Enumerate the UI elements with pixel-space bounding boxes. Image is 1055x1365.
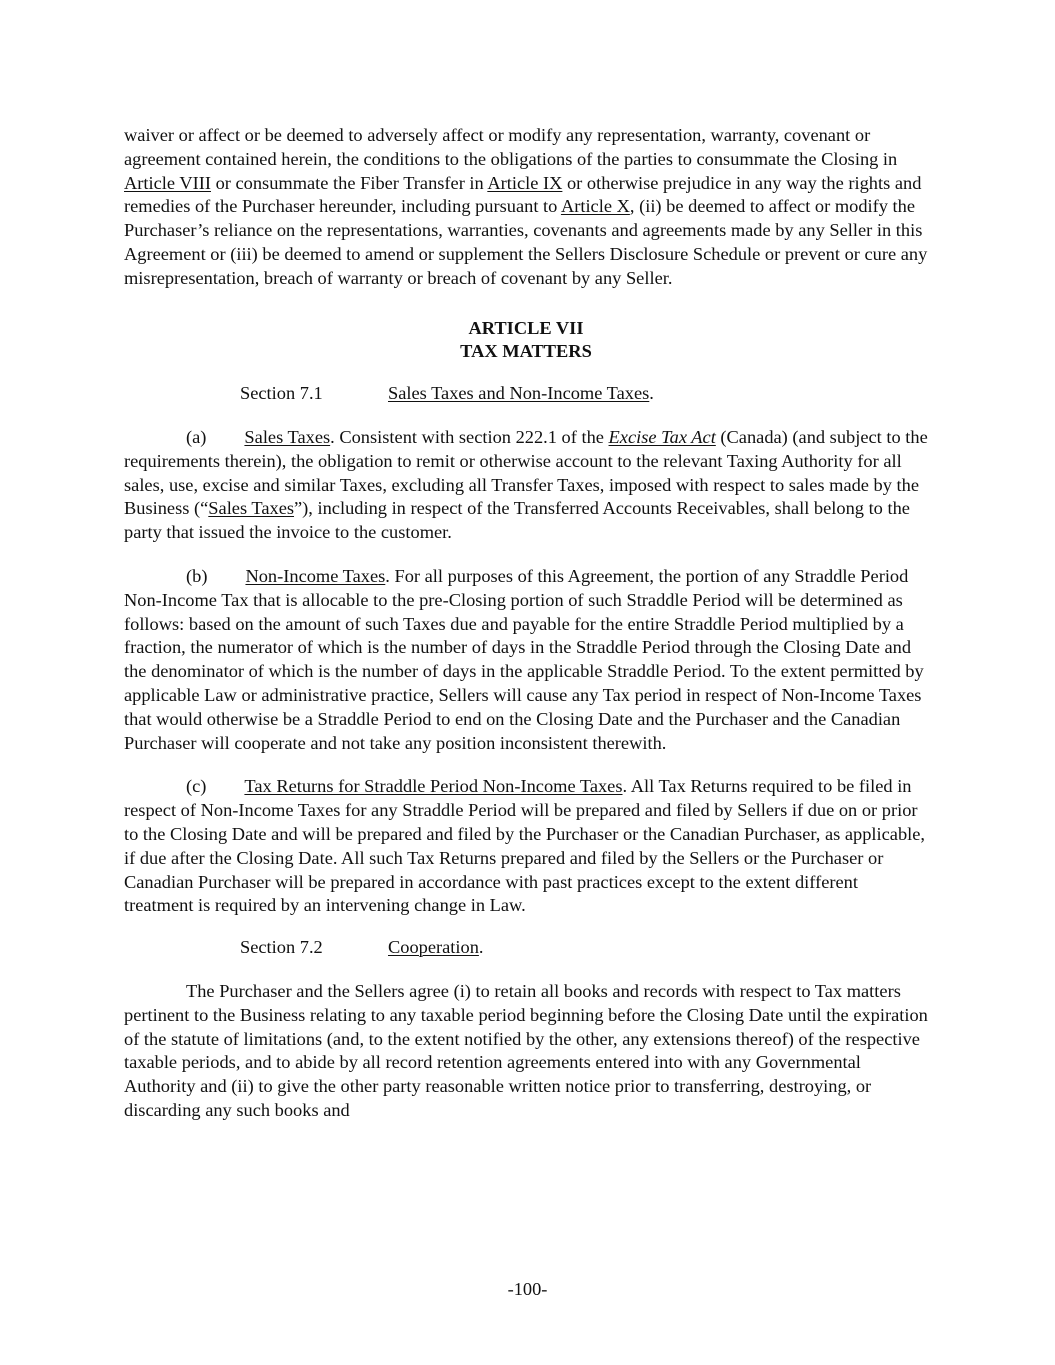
article-title: TAX MATTERS [460, 341, 592, 362]
section-7-2-period: . [478, 937, 484, 958]
article-number: ARTICLE VII [468, 317, 584, 338]
intro-text-1: waiver or affect or be deemed to adversely affect or modify any representation, warranty, covenant or agreement contained herein, the conditions to the obligations of the parties to consummate the Closing in [124, 125, 898, 169]
sales-taxes-defined-term: Sales Taxes [208, 498, 295, 519]
paragraph-b-label: (b) [186, 565, 208, 586]
article-heading [124, 317, 928, 365]
article-x-reference: Article X [560, 196, 630, 217]
article-ix-reference: Article IX [487, 172, 563, 193]
page-number: -100- [507, 1279, 548, 1299]
section-7-2-title: Cooperation [388, 937, 479, 958]
section-7-1-period: . [649, 383, 654, 404]
article-viii-reference: Article VIII [124, 172, 211, 193]
paragraph-a-text-2: (Canada) (and subject to the requirements therein), the obligation to remit or otherwise account to the relevant Taxing Authority for all sales, use, excise and similar Taxes, excluding all Transfer Taxes, imposed with respect to sales made by the Business (“ [124, 426, 928, 519]
intro-text-3: or otherwise prejudice in any way the rights and remedies of the Purchaser hereunder, including pursuant to [124, 172, 922, 217]
intro-text-4: , (ii) be deemed to affect or modify the Purchaser’s reliance on the representations, warranties, covenants and agreements made by any Seller in this Agreement or (iii) be deemed to amend or supplement the Sellers Disclosure Schedule or prevent or cure any misrepresentation, breach of warranty or breach of covenant by any Seller. [124, 196, 928, 288]
document-page [124, 124, 928, 1123]
intro-text-2: or consummate the Fiber Transfer in [210, 172, 488, 193]
intro-paragraph [124, 124, 928, 291]
paragraph-b-heading: Non-Income Taxes [245, 565, 386, 586]
paragraph-a [124, 426, 928, 545]
paragraph-b-text: . For all purposes of this Agreement, the portion of any Straddle Period Non-Income Tax that is allocable to the pre-Closing portion of such Straddle Period will be determined as follows: based on the amount of such Taxes due and payable for the entire Straddle Period multiplied by a fraction, the numerator of which is the number of days in the Straddle Period through the Closing Date and the denominator of which is the number of days in the applicable Straddle Period. To the extent permitted by applicable Law or administrative practice, Sellers will cause any Tax period in respect of Non-Income Taxes that would otherwise be a Straddle Period to end on the Closing Date and the Purchaser and the Canadian Purchaser will cooperate and not take any position inconsistent therewith. [124, 565, 924, 753]
paragraph-b [124, 565, 928, 755]
paragraph-a-label: (a) [186, 426, 207, 447]
paragraph-c [124, 775, 928, 918]
cooperation-text: The Purchaser and the Sellers agree (i) to retain all books and records with respect to Tax matters pertinent to the Business relating to any taxable period beginning before the Closing Date until the expiration of the statute of limitations (and, to the extent notified by the other, any extensions thereof) of the respective taxable periods, and to abide by all record retention agreements entered into with any Governmental Authority and (ii) to give the other party reasonable written notice prior to transferring, destroying, or discarding any such books and [124, 980, 928, 1120]
paragraph-a-heading: Sales Taxes [244, 426, 331, 447]
paragraph-c-text: . All Tax Returns required to be filed in respect of Non-Income Taxes for any Straddle Period will be prepared and filed by Sellers if due on or prior to the Closing Date and will be prepared and filed by the Purchaser or the Canadian Purchaser, as applicable, if due after the Closing Date. All such Tax Returns prepared and filed by the Sellers or the Purchaser or Canadian Purchaser will be prepared in accordance with past practices except to the extent different treatment is required by an intervening change in Law. [124, 776, 926, 916]
section-7-1-title: Sales Taxes and Non-Income Taxes [388, 383, 650, 404]
cooperation-paragraph [124, 980, 928, 1123]
paragraph-a-text-3: ”), including in respect of the Transferred Accounts Receivables, shall belong to the party that issued the invoice to the customer. [124, 498, 910, 543]
section-7-1-heading [124, 382, 928, 406]
paragraph-a-text-1: . Consistent with section 222.1 of the [330, 426, 609, 447]
section-7-1-number: Section 7.1 [240, 383, 323, 404]
section-7-2-number: Section 7.2 [240, 937, 323, 958]
paragraph-c-label: (c) [186, 776, 207, 797]
paragraph-c-heading: Tax Returns for Straddle Period Non-Income Taxes [244, 776, 623, 797]
section-7-2-heading [124, 936, 928, 960]
excise-tax-act-reference: Excise Tax Act [608, 426, 716, 447]
